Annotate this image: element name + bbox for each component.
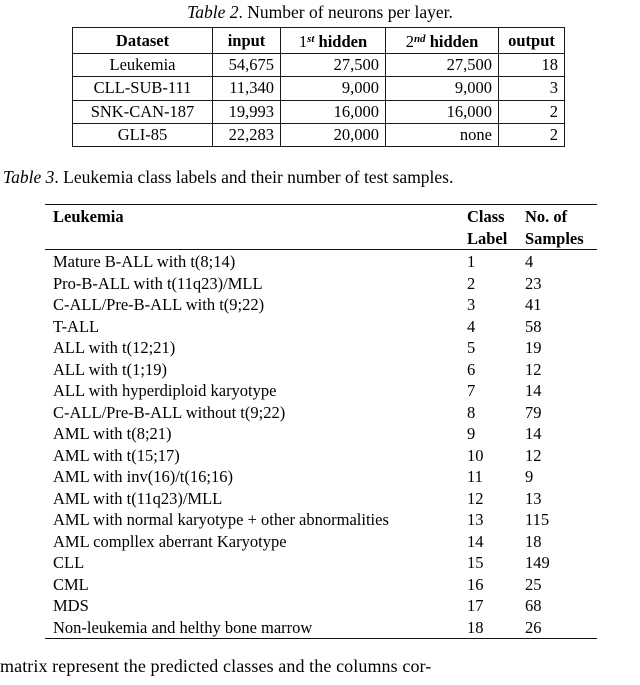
table3-col-samples-line2: Samples bbox=[525, 228, 584, 248]
table2-caption-label: Table 2 bbox=[187, 2, 239, 22]
table2-cell-output: 2 bbox=[499, 100, 565, 123]
table3-cell-samples: 9 bbox=[525, 467, 534, 486]
table-row bbox=[73, 77, 565, 100]
table3-cell-samples: 115 bbox=[525, 510, 550, 529]
table3-cell-class-label: 9 bbox=[467, 424, 476, 443]
table-row bbox=[73, 100, 565, 123]
table2-cell-input: 22,283 bbox=[213, 123, 281, 146]
table2-cell-input: 54,675 bbox=[213, 54, 281, 77]
table3-cell-class-label: 3 bbox=[467, 295, 476, 314]
table3-cell-name: Non-leukemia and helthy bone marrow bbox=[53, 617, 313, 637]
table3-cell-samples: 58 bbox=[525, 316, 542, 336]
table3-grid bbox=[45, 204, 597, 640]
table2-col-dataset: Dataset bbox=[73, 28, 213, 54]
table3-cell-name: T-ALL bbox=[53, 316, 100, 336]
table2-header-row bbox=[73, 28, 565, 54]
table3-caption bbox=[3, 167, 453, 187]
table3 bbox=[45, 204, 597, 640]
table2-col-output: output bbox=[499, 28, 565, 54]
table3-cell-name: ALL with t(1;19) bbox=[53, 359, 167, 379]
table-row bbox=[45, 402, 597, 424]
table3-cell-name: AML with t(15;17) bbox=[53, 445, 180, 465]
table-row bbox=[45, 617, 597, 639]
table-row bbox=[45, 251, 597, 273]
table2-cell-output: 2 bbox=[499, 123, 565, 146]
table2-cell-hidden2: none bbox=[386, 123, 499, 146]
table3-cell-name: AML with t(8;21) bbox=[53, 424, 172, 443]
table2-cell-hidden1: 9,000 bbox=[281, 77, 386, 100]
table3-caption-text: Leukemia class labels and their number of test samples. bbox=[63, 167, 454, 187]
table-row bbox=[45, 466, 597, 488]
table2 bbox=[72, 27, 564, 147]
table2-col-hidden1-num: 1 bbox=[298, 32, 308, 51]
table3-cell-class-label: 11 bbox=[467, 467, 483, 486]
table3-cell-samples: 14 bbox=[525, 381, 542, 400]
hline bbox=[45, 204, 597, 205]
table3-caption-label: Table 3 bbox=[3, 167, 55, 187]
table-row bbox=[45, 423, 597, 445]
table3-cell-name: AML with inv(16)/t(16;16) bbox=[53, 467, 233, 486]
table2-grid bbox=[72, 27, 565, 147]
table3-cell-samples: 79 bbox=[525, 402, 542, 422]
table3-cell-name: AML with t(11q23)/MLL bbox=[53, 488, 223, 508]
hline bbox=[45, 249, 597, 250]
table3-col-leukemia: Leukemia bbox=[53, 207, 124, 226]
table2-caption-separator: . bbox=[238, 2, 248, 22]
body-paragraph-text: matrix represent the predicted classes and the columns cor- bbox=[0, 656, 432, 676]
table2-cell-input: 19,993 bbox=[213, 100, 281, 123]
table3-col-samples-line1: No. of bbox=[525, 207, 568, 226]
table2-cell-hidden2: 27,500 bbox=[386, 54, 499, 77]
table3-cell-samples: 12 bbox=[525, 445, 542, 465]
table3-cell-class-label: 16 bbox=[467, 574, 484, 594]
table3-cell-name: ALL with t(12;21) bbox=[53, 338, 176, 357]
table3-cell-samples: 23 bbox=[525, 273, 542, 293]
table2-col-input: input bbox=[213, 28, 281, 54]
table2-col-hidden2-word: hidden bbox=[429, 32, 479, 51]
table3-cell-name: MDS bbox=[53, 596, 89, 615]
table2-col-hidden2-sup: nd bbox=[413, 33, 426, 45]
table2-col-hidden2-num: 2 bbox=[405, 32, 414, 51]
table-row bbox=[45, 595, 597, 617]
table3-cell-class-label: 17 bbox=[467, 596, 484, 615]
table3-col-class-line1: Class bbox=[467, 207, 505, 226]
table3-cell-samples: 18 bbox=[525, 531, 542, 551]
table-row bbox=[45, 359, 597, 381]
table3-cell-name: AML with normal karyotype + other abnormalities bbox=[53, 510, 389, 529]
table3-rule-bottom-line bbox=[45, 638, 597, 640]
table3-cell-class-label: 6 bbox=[467, 359, 476, 379]
table3-cell-class-label: 14 bbox=[467, 531, 484, 551]
table3-cell-name: Pro-B-ALL with t(11q23)/MLL bbox=[53, 273, 263, 293]
table3-cell-class-label: 18 bbox=[467, 617, 484, 637]
table3-header-row bbox=[45, 206, 597, 228]
table-row bbox=[73, 123, 565, 146]
table2-cell-dataset: SNK-CAN-187 bbox=[73, 100, 213, 123]
table-row bbox=[45, 316, 597, 338]
table-row bbox=[45, 531, 597, 553]
table3-cell-class-label: 15 bbox=[467, 553, 484, 572]
table2-cell-input: 11,340 bbox=[213, 77, 281, 100]
table-row bbox=[45, 574, 597, 596]
table3-cell-class-label: 12 bbox=[467, 488, 484, 508]
table2-caption bbox=[0, 2, 640, 22]
table2-cell-hidden2: 16,000 bbox=[386, 100, 499, 123]
table-row bbox=[45, 294, 597, 316]
table3-cell-samples: 149 bbox=[525, 553, 550, 572]
table2-cell-dataset: CLL-SUB-111 bbox=[73, 77, 213, 100]
table-row bbox=[45, 509, 597, 531]
table2-cell-dataset: Leukemia bbox=[73, 54, 213, 77]
table3-cell-class-label: 10 bbox=[467, 445, 484, 465]
table3-cell-class-label: 13 bbox=[467, 510, 484, 529]
table3-cell-name: CLL bbox=[53, 553, 85, 572]
table2-cell-dataset: GLI-85 bbox=[73, 123, 213, 146]
table3-caption-separator: . bbox=[54, 167, 64, 187]
table3-cell-name: Mature B-ALL with t(8;14) bbox=[53, 252, 236, 271]
table3-cell-name: AML compllex aberrant Karyotype bbox=[53, 531, 287, 551]
table3-cell-class-label: 2 bbox=[467, 273, 476, 293]
table2-caption-text: Number of neurons per layer. bbox=[247, 2, 453, 22]
table3-cell-class-label: 5 bbox=[467, 338, 476, 357]
table2-cell-hidden2: 9,000 bbox=[386, 77, 499, 100]
table3-cell-samples: 25 bbox=[525, 574, 542, 594]
table2-col-hidden1-word: hidden bbox=[318, 32, 368, 51]
table3-cell-class-label: 8 bbox=[467, 402, 476, 422]
table3-cell-samples: 41 bbox=[525, 295, 542, 314]
table3-cell-samples: 26 bbox=[525, 617, 542, 637]
table-row bbox=[45, 552, 597, 574]
table2-cell-output: 18 bbox=[499, 54, 565, 77]
table2-cell-hidden1: 16,000 bbox=[281, 100, 386, 123]
hline bbox=[45, 638, 597, 639]
table-row bbox=[45, 445, 597, 467]
table2-col-hidden2 bbox=[386, 28, 499, 54]
table3-body bbox=[45, 251, 597, 638]
table2-col-hidden1-sup: st bbox=[307, 33, 315, 45]
table3-cell-class-label: 4 bbox=[467, 316, 476, 336]
table3-col-class-line2: Label bbox=[467, 228, 508, 248]
table-row bbox=[45, 273, 597, 295]
table2-col-hidden1 bbox=[281, 28, 386, 54]
table-row bbox=[73, 54, 565, 77]
table-row bbox=[45, 488, 597, 510]
table3-cell-class-label: 7 bbox=[467, 381, 476, 400]
table3-cell-samples: 68 bbox=[525, 596, 542, 615]
table3-cell-class-label: 1 bbox=[467, 252, 476, 271]
table3-cell-samples: 12 bbox=[525, 359, 542, 379]
table2-cell-output: 3 bbox=[499, 77, 565, 100]
table2-cell-hidden1: 27,500 bbox=[281, 54, 386, 77]
table-row bbox=[45, 380, 597, 402]
table3-cell-samples: 14 bbox=[525, 424, 542, 443]
table3-cell-samples: 4 bbox=[525, 252, 534, 271]
table2-body bbox=[73, 54, 565, 147]
table3-cell-name: CML bbox=[53, 574, 89, 594]
table-row bbox=[45, 337, 597, 359]
table3-cell-samples: 19 bbox=[525, 338, 542, 357]
table3-cell-samples: 13 bbox=[525, 488, 542, 508]
table2-cell-hidden1: 20,000 bbox=[281, 123, 386, 146]
table3-cell-name: C-ALL/Pre-B-ALL without t(9;22) bbox=[53, 402, 286, 422]
table3-cell-name: C-ALL/Pre-B-ALL with t(9;22) bbox=[53, 295, 265, 314]
table3-cell-name: ALL with hyperdiploid karyotype bbox=[53, 381, 277, 400]
table3-rule-bottom bbox=[45, 638, 597, 640]
